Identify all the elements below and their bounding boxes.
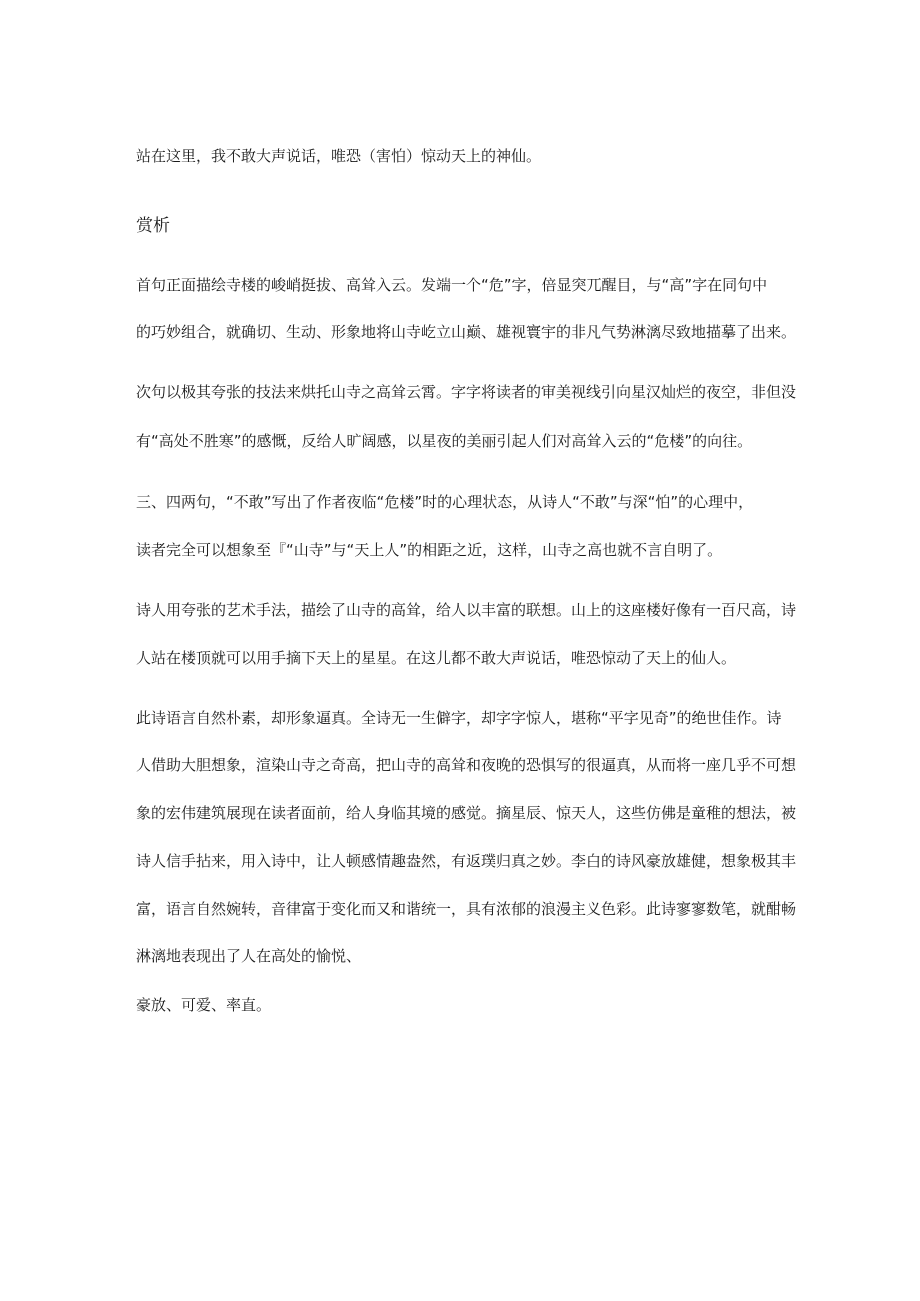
section-heading: 赏析 (136, 216, 170, 236)
intro-line: 站在这里，我不敢大声说话，唯恐（害怕）惊动天上的神仙。 (136, 147, 542, 165)
paragraph-4-line-1: 诗人用夸张的艺术手法，描绘了山寺的高耸，给人以丰富的联想。山上的这座楼好像有一百尺高，诗 (136, 601, 797, 619)
paragraph-5-line-5: 富，语言自然婉转，音律富于变化而又和谐统一，具有浓郁的浪漫主义色彩。此诗寥寥数笔，就酣畅 (136, 900, 797, 918)
paragraph-3-line-2: 读者完全可以想象至『“山寺”与“天上人”的相距之近，这样，山寺之高也就不言自明了。 (136, 541, 723, 559)
paragraph-5-line-3: 象的宏伟建筑展现在读者面前，给人身临其境的感觉。摘星辰、惊天人，这些仿佛是童稚的想法，被 (136, 804, 797, 822)
paragraph-5-line-4: 诗人信手拈来，用入诗中，让人顿感情趣盎然，有返璞归真之妙。李白的诗风豪放雄健，想象极其丰 (136, 852, 797, 870)
paragraph-3-line-1: 三、四两句，“不敢”写出了作者夜临“危楼”时的心理状态，从诗人“不敢”与深“怕”的心理中， (136, 493, 754, 511)
paragraph-1-line-2: 的巧妙组合，就确切、生动、形象地将山寺屹立山巅、雄视寰宇的非凡气势淋漓尽致地描摹了出来。 (136, 323, 797, 341)
paragraph-2-line-1: 次句以极其夸张的技法来烘托山寺之高耸云霄。字字将读者的审美视线引向星汉灿烂的夜空，非但没 (136, 383, 797, 401)
paragraph-2-line-2: 有“高处不胜寒”的感慨，反给人旷阔感，以星夜的美丽引起人们对高耸入云的“危楼”的向往。 (136, 432, 753, 450)
paragraph-5-line-6: 淋漓地表现出了人在高处的愉悦、 (136, 947, 362, 965)
paragraph-4-line-2: 人站在楼顶就可以用手摘下天上的星星。在这儿都不敢大声说话，唯恐惊动了天上的仙人。 (136, 649, 737, 667)
paragraph-1-line-1: 首句正面描绘寺楼的峻峭挺拔、高耸入云。发端一个“危”字，倍显突兀醒目，与“高”字在同句中 (136, 276, 768, 294)
paragraph-5-line-1: 此诗语言自然朴素，却形象逼真。全诗无一生僻字，却字字惊人，堪称“平字见奇”的绝世佳作。诗 (136, 709, 782, 727)
paragraph-5-line-2: 人借助大胆想象，渲染山寺之奇高，把山寺的高耸和夜晚的恐惧写的很逼真，从而将一座几乎不可想 (136, 756, 797, 774)
paragraph-5-line-7: 豪放、可爱、率直。 (136, 996, 272, 1014)
